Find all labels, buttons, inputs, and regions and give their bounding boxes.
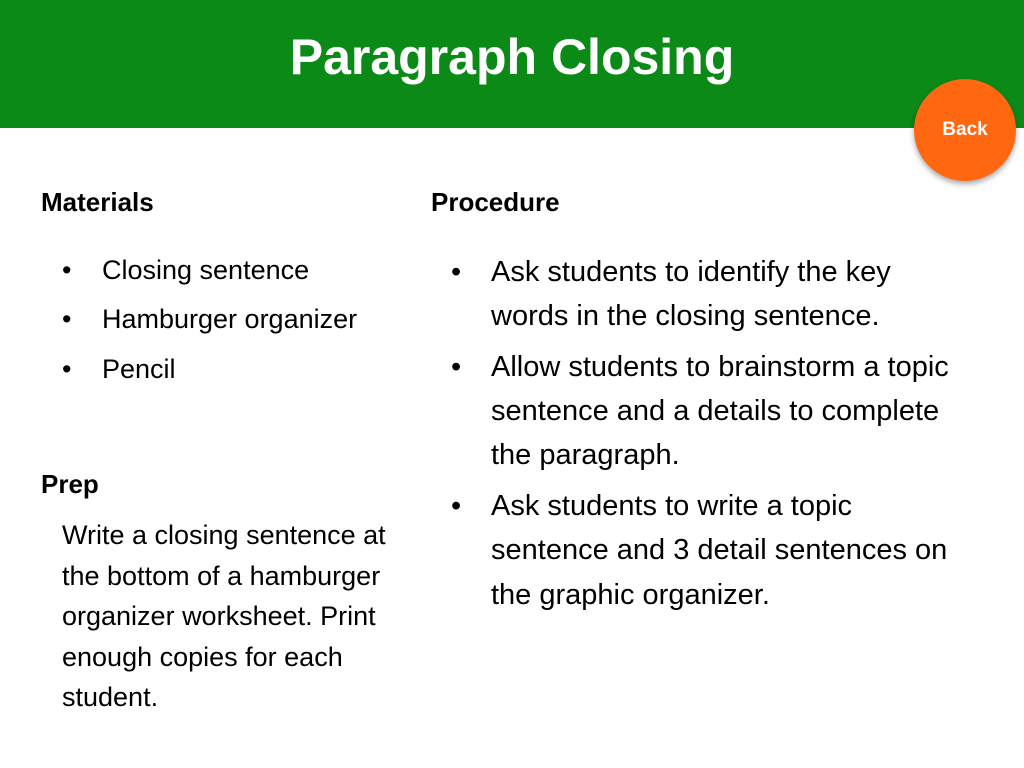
procedure-item-label: Allow students to brainstorm a topic sentence and a details to complete the paragraph.	[491, 350, 949, 472]
procedure-heading: Procedure	[431, 187, 560, 217]
materials-item-label: Hamburger organizer	[102, 304, 358, 335]
list-item	[451, 484, 971, 617]
list-item	[62, 353, 422, 385]
materials-list	[62, 254, 422, 402]
prep-text: Write a closing sentence at the bottom of a hamburger organizer worksheet. Print enough copies for each student.	[62, 520, 386, 712]
bullet-icon: •	[62, 353, 72, 384]
prep-heading: Prep	[41, 469, 99, 499]
bullet-icon: •	[62, 304, 72, 335]
list-item	[62, 303, 422, 335]
materials-item-label: Pencil	[102, 353, 176, 384]
materials-item-label: Closing sentence	[102, 255, 310, 285]
list-item	[451, 345, 971, 478]
procedure-item-label: Ask students to write a topic sentence and 3 detail sentences on the graphic organizer.	[491, 489, 948, 611]
list-item	[451, 250, 971, 339]
procedure-list	[451, 250, 971, 623]
bullet-icon: •	[451, 256, 462, 288]
page-title: Paragraph Closing	[289, 29, 735, 85]
bullet-icon: •	[451, 489, 462, 522]
materials-heading: Materials	[41, 187, 154, 217]
bullet-icon: •	[451, 350, 462, 383]
header-bar	[0, 0, 1024, 128]
procedure-item-label: Ask students to identify the key words in the closing sentence.	[491, 256, 891, 333]
back-button[interactable]: Back	[914, 79, 1016, 181]
list-item	[62, 254, 422, 286]
bullet-icon: •	[62, 255, 72, 285]
